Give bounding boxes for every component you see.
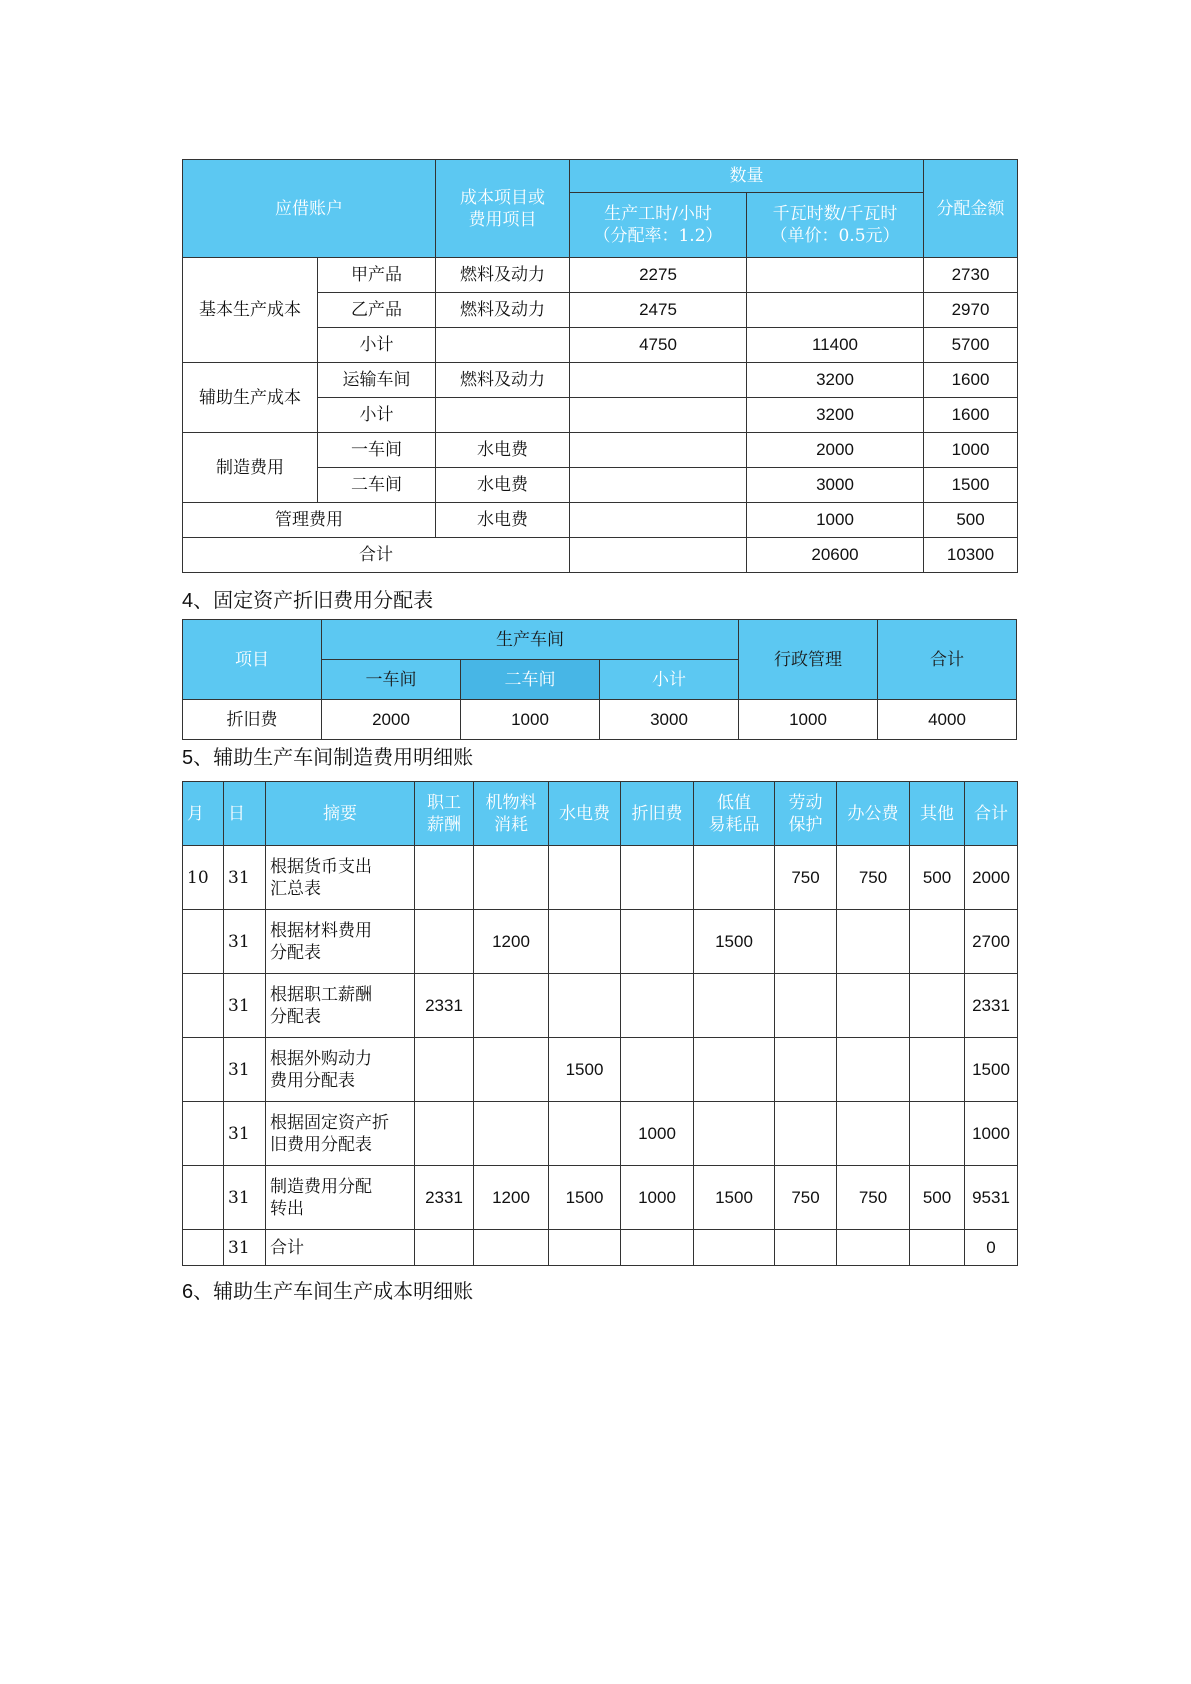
row-other: [910, 910, 965, 974]
row-summary-line: 根据固定资产折: [270, 1112, 389, 1133]
row-other: [910, 974, 965, 1038]
header-other: 其他: [910, 782, 965, 846]
ledger-row: [183, 974, 1018, 1038]
row-item: 燃料及动力: [436, 363, 570, 398]
row-day: 31: [224, 910, 266, 974]
row-kwh: [747, 258, 924, 293]
row-total: 2331: [965, 974, 1018, 1038]
row-month: [183, 1166, 224, 1230]
header-material-line2: 消耗: [494, 814, 528, 835]
row-utility: 1500: [549, 1038, 621, 1102]
total-kwh: 20600: [747, 538, 924, 573]
section-4-heading: [182, 588, 433, 613]
header-material-line1: 机物料: [485, 792, 537, 813]
header-material: [474, 782, 549, 846]
row-depreciation: 1000: [621, 1166, 694, 1230]
row-amount: 1600: [924, 398, 1018, 433]
row-label: 折旧费: [183, 700, 322, 740]
row-workshop-1: 2000: [322, 700, 461, 740]
row-hours: [570, 433, 747, 468]
section-4-title: 、固定资产折旧费用分配表: [193, 588, 434, 612]
section-5-heading: [182, 745, 473, 770]
header-month: 月: [183, 782, 224, 846]
row-utility: [549, 1230, 621, 1266]
row-depreciation: [621, 910, 694, 974]
row-protection: 750: [775, 846, 837, 910]
header-cost-item-line2: 费用项目: [468, 209, 537, 230]
section-4-number: 4: [182, 590, 194, 612]
row-total: 0: [965, 1230, 1018, 1266]
group-aux-production: 辅助生产成本: [183, 363, 318, 433]
row-summary: [266, 1102, 415, 1166]
row-kwh: 1000: [747, 503, 924, 538]
row-amount: 1500: [924, 468, 1018, 503]
section-6-number: 6: [182, 1281, 194, 1303]
header-account: 应借账户: [183, 160, 436, 258]
row-summary-line: 根据外购动力: [270, 1048, 372, 1069]
row-kwh: 3200: [747, 363, 924, 398]
row-salary: 2331: [415, 974, 474, 1038]
row-other: 500: [910, 846, 965, 910]
row-item: 燃料及动力: [436, 293, 570, 328]
row-month: [183, 910, 224, 974]
row-office: [837, 910, 910, 974]
row-material: 1200: [474, 910, 549, 974]
row-day: 31: [224, 1102, 266, 1166]
header-salary-line1: 职工: [427, 792, 461, 813]
row-protection: [775, 1230, 837, 1266]
row-protection: 750: [775, 1166, 837, 1230]
header-labor-hours: [570, 193, 747, 258]
row-item: [436, 398, 570, 433]
section-6-title: 、辅助生产车间生产成本明细账: [193, 1279, 474, 1303]
row-depreciation: [621, 1230, 694, 1266]
row-month: [183, 1038, 224, 1102]
header-workshop-2: 二车间: [461, 660, 600, 700]
row-consumables: [694, 1038, 775, 1102]
row-amount: 500: [924, 503, 1018, 538]
row-consumables: [694, 974, 775, 1038]
row-amount: 1600: [924, 363, 1018, 398]
total-label: 合计: [183, 538, 570, 573]
row-sub: 甲产品: [318, 258, 436, 293]
row-day: 31: [224, 1166, 266, 1230]
row-total: 1000: [965, 1102, 1018, 1166]
total-amount: 10300: [924, 538, 1018, 573]
header-labor-hours-line2: （分配率：1.2）: [593, 226, 723, 246]
row-amount: 5700: [924, 328, 1018, 363]
row-summary: [266, 1038, 415, 1102]
row-hours: [570, 503, 747, 538]
header-consumables: [694, 782, 775, 846]
row-salary: [415, 1230, 474, 1266]
row-office: 750: [837, 846, 910, 910]
ledger-row: [183, 910, 1018, 974]
overhead-ledger-table: [182, 781, 1018, 1266]
row-month: [183, 974, 224, 1038]
row-salary: [415, 1102, 474, 1166]
ledger-row: [183, 846, 1018, 910]
row-other: [910, 1038, 965, 1102]
row-total: 4000: [878, 700, 1017, 740]
row-summary: [266, 1166, 415, 1230]
row-consumables: 1500: [694, 910, 775, 974]
row-consumables: 1500: [694, 1166, 775, 1230]
row-month: [183, 1230, 224, 1266]
row-amount: 2730: [924, 258, 1018, 293]
row-consumables: [694, 1230, 775, 1266]
header-utility: 水电费: [549, 782, 621, 846]
row-summary-line: 合计: [270, 1237, 304, 1258]
header-salary: [415, 782, 474, 846]
row-item: 燃料及动力: [436, 258, 570, 293]
row-office: 750: [837, 1166, 910, 1230]
row-kwh: 11400: [747, 328, 924, 363]
row-kwh: [747, 293, 924, 328]
ledger-row: [183, 1166, 1018, 1230]
header-workshop: 生产车间: [322, 620, 739, 660]
row-other: [910, 1230, 965, 1266]
header-cost-item: [436, 160, 570, 258]
group-admin-expense: 管理费用: [183, 503, 436, 538]
header-summary: 摘要: [266, 782, 415, 846]
row-summary: [266, 846, 415, 910]
row-summary-line: 制造费用分配: [270, 1176, 372, 1197]
row-consumables: [694, 846, 775, 910]
row-salary: [415, 910, 474, 974]
header-protection: [775, 782, 837, 846]
row-summary: [266, 910, 415, 974]
header-consumables-line2: 易耗品: [708, 814, 760, 835]
row-month: [183, 1102, 224, 1166]
row-item: 水电费: [436, 503, 570, 538]
row-summary-line: 根据货币支出: [270, 856, 372, 877]
power-allocation-table: [182, 159, 1018, 573]
row-hours: 4750: [570, 328, 747, 363]
row-protection: [775, 974, 837, 1038]
row-material: [474, 1230, 549, 1266]
row-material: [474, 1102, 549, 1166]
row-salary: [415, 1038, 474, 1102]
row-sub: 小计: [318, 328, 436, 363]
row-hours: [570, 468, 747, 503]
row-protection: [775, 1038, 837, 1102]
row-protection: [775, 1102, 837, 1166]
header-office: 办公费: [837, 782, 910, 846]
row-sub: 运输车间: [318, 363, 436, 398]
section-5-title: 、辅助生产车间制造费用明细账: [193, 745, 474, 769]
row-subtotal: 3000: [600, 700, 739, 740]
header-salary-line2: 薪酬: [427, 814, 461, 835]
row-total: 2000: [965, 846, 1018, 910]
row-depreciation: 1000: [621, 1102, 694, 1166]
group-mfg-overhead: 制造费用: [183, 433, 318, 503]
header-protection-line2: 保护: [788, 814, 823, 835]
ledger-row: [183, 1038, 1018, 1102]
row-material: [474, 846, 549, 910]
row-office: [837, 1230, 910, 1266]
row-item: 水电费: [436, 468, 570, 503]
row-sub: 乙产品: [318, 293, 436, 328]
row-depreciation: [621, 974, 694, 1038]
row-summary-line: 分配表: [270, 942, 321, 963]
row-office: [837, 974, 910, 1038]
header-amount: 分配金额: [924, 160, 1018, 258]
row-amount: 2970: [924, 293, 1018, 328]
section-6-heading: [182, 1279, 473, 1304]
row-kwh: 3200: [747, 398, 924, 433]
row-material: 1200: [474, 1166, 549, 1230]
total-hours: [570, 538, 747, 573]
header-item: 项目: [183, 620, 322, 700]
header-protection-line1: 劳动: [788, 792, 823, 813]
row-workshop-2: 1000: [461, 700, 600, 740]
header-subtotal: 小计: [600, 660, 739, 700]
row-sub: 二车间: [318, 468, 436, 503]
header-admin: 行政管理: [739, 620, 878, 700]
row-total: 9531: [965, 1166, 1018, 1230]
row-utility: [549, 974, 621, 1038]
row-summary-line: 根据材料费用: [270, 920, 372, 941]
row-material: [474, 974, 549, 1038]
row-summary: [266, 974, 415, 1038]
row-total: 2700: [965, 910, 1018, 974]
row-day: 31: [224, 974, 266, 1038]
row-item: 水电费: [436, 433, 570, 468]
row-hours: [570, 363, 747, 398]
row-summary: [266, 1230, 415, 1266]
group-basic-production: 基本生产成本: [183, 258, 318, 363]
header-total: 合计: [878, 620, 1017, 700]
row-day: 31: [224, 1230, 266, 1266]
header-consumables-line1: 低值: [717, 792, 751, 813]
row-salary: [415, 846, 474, 910]
header-kwh: [747, 193, 924, 258]
row-consumables: [694, 1102, 775, 1166]
row-admin: 1000: [739, 700, 878, 740]
header-depreciation: 折旧费: [621, 782, 694, 846]
header-cost-item-line1: 成本项目或: [460, 187, 545, 208]
row-depreciation: [621, 846, 694, 910]
row-summary-line: 根据职工薪酬: [270, 984, 372, 1005]
header-workshop-1: 一车间: [322, 660, 461, 700]
row-summary-line: 转出: [270, 1198, 304, 1219]
ledger-row: [183, 1230, 1018, 1266]
row-protection: [775, 910, 837, 974]
row-summary-line: 费用分配表: [270, 1070, 355, 1091]
row-utility: [549, 1102, 621, 1166]
row-depreciation: [621, 1038, 694, 1102]
row-sub: 一车间: [318, 433, 436, 468]
header-labor-hours-line1: 生产工时/小时: [604, 204, 712, 224]
row-total: 1500: [965, 1038, 1018, 1102]
row-salary: 2331: [415, 1166, 474, 1230]
row-summary-line: 旧费用分配表: [270, 1134, 372, 1155]
ledger-row: [183, 1102, 1018, 1166]
row-amount: 1000: [924, 433, 1018, 468]
row-utility: 1500: [549, 1166, 621, 1230]
header-kwh-line2: （单价：0.5元）: [770, 226, 900, 246]
header-kwh-line1: 千瓦时数/千瓦时: [772, 204, 898, 224]
header-day: 日: [224, 782, 266, 846]
row-day: 31: [224, 846, 266, 910]
row-kwh: 3000: [747, 468, 924, 503]
row-office: [837, 1102, 910, 1166]
row-other: 500: [910, 1166, 965, 1230]
row-day: 31: [224, 1038, 266, 1102]
row-sub: 小计: [318, 398, 436, 433]
row-utility: [549, 846, 621, 910]
row-other: [910, 1102, 965, 1166]
row-summary-line: 汇总表: [270, 878, 321, 899]
row-month: 10: [183, 846, 224, 910]
header-total: 合计: [965, 782, 1018, 846]
row-hours: 2475: [570, 293, 747, 328]
header-quantity: 数量: [570, 160, 924, 193]
row-material: [474, 1038, 549, 1102]
row-summary-line: 分配表: [270, 1006, 321, 1027]
depreciation-allocation-table: [182, 619, 1017, 740]
row-utility: [549, 910, 621, 974]
row-hours: 2275: [570, 258, 747, 293]
row-kwh: 2000: [747, 433, 924, 468]
section-5-number: 5: [182, 747, 194, 769]
row-office: [837, 1038, 910, 1102]
row-hours: [570, 398, 747, 433]
row-item: [436, 328, 570, 363]
